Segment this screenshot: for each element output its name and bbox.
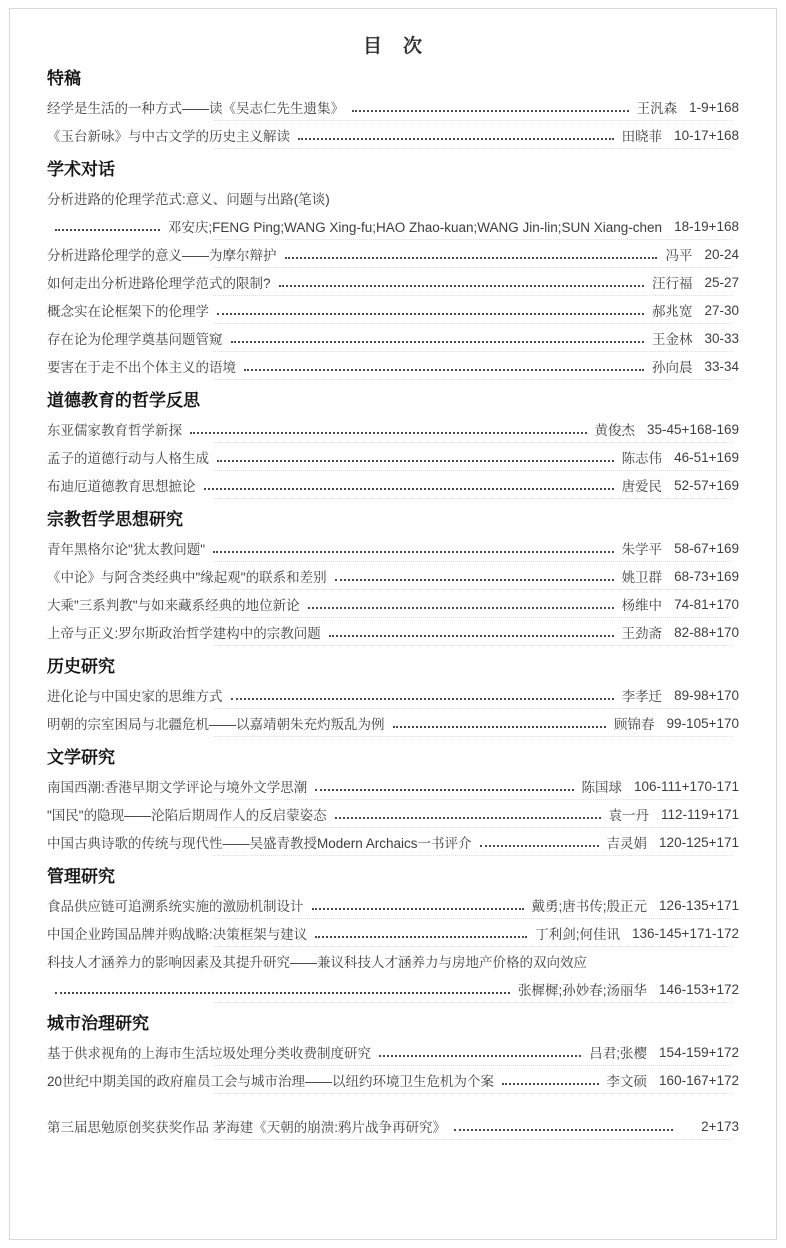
entry-pages: 1-9+168 — [689, 99, 739, 115]
toc-entry[interactable] — [47, 919, 739, 947]
entry-pages: 160-167+172 — [659, 1072, 739, 1088]
entry-title[interactable]: 基于供求视角的上海市生活垃圾处理分类收费制度研究 — [47, 1046, 371, 1061]
entry-pages: 146-153+172 — [659, 981, 739, 997]
entry-title[interactable]: 第三届思勉原创奖获奖作品 茅海建《天朝的崩溃:鸦片战争再研究》 — [47, 1120, 447, 1135]
section-entries — [47, 534, 739, 646]
section-heading: 道德教育的哲学反思 — [47, 391, 200, 410]
dot-leader — [213, 551, 613, 553]
toc-entry[interactable] — [47, 240, 739, 268]
entry-title[interactable]: 东亚儒家教育哲学新探 — [47, 423, 182, 438]
toc-entry[interactable] — [47, 891, 739, 919]
entry-pages: 99-105+170 — [666, 715, 739, 731]
entry-title[interactable]: 中国古典诗歌的传统与现代性——吴盛青教授Modern Archaics一书评介 — [47, 836, 472, 851]
entry-title[interactable]: 20世纪中期美国的政府雇员工会与城市治理——以纽约环境卫生危机为个案 — [47, 1074, 495, 1089]
dot-leader — [217, 460, 614, 462]
entry-authors: 田晓菲 — [621, 129, 663, 144]
section-entries — [47, 1038, 739, 1094]
section-entries — [47, 93, 739, 149]
entry-title[interactable]: 要害在于走不出个体主义的语境 — [47, 360, 236, 375]
entry-authors: 唐爱民 — [621, 479, 663, 494]
toc-entry[interactable] — [47, 443, 739, 471]
section-entries — [47, 772, 739, 856]
entry-authors: 王劲斋 — [621, 626, 663, 641]
toc-entry[interactable] — [47, 709, 739, 737]
entry-pages: 68-73+169 — [674, 568, 739, 584]
dot-leader — [308, 607, 614, 609]
toc-entry[interactable] — [47, 471, 739, 499]
entry-title[interactable]: 科技人才涵养力的影响因素及其提升研究——兼议科技人才涵养力与房地产价格的双向效应 — [47, 955, 587, 970]
entry-pages: 74-81+170 — [674, 596, 739, 612]
toc-entry[interactable] — [47, 268, 739, 296]
dot-leader — [55, 992, 510, 994]
entry-pages: 2+173 — [701, 1118, 739, 1134]
toc-entry[interactable] — [47, 324, 739, 352]
toc-section — [47, 509, 739, 646]
entry-title[interactable]: 进化论与中国史家的思维方式 — [47, 689, 223, 704]
dot-leader — [231, 698, 614, 700]
dot-leader — [335, 817, 601, 819]
dot-leader — [480, 845, 599, 847]
dot-leader — [217, 313, 644, 315]
entry-authors: 李孝迁 — [621, 689, 663, 704]
toc-section — [47, 1013, 739, 1094]
entry-authors: 王金林 — [651, 332, 693, 347]
section-heading: 特稿 — [47, 69, 81, 88]
entry-authors: 丁利剑;何佳讯 — [535, 927, 621, 942]
dot-leader — [279, 285, 644, 287]
entry-title[interactable]: 《中论》与阿含类经典中"缘起观"的联系和差别 — [47, 570, 327, 585]
entry-authors: 王汎森 — [636, 101, 678, 116]
toc-entry[interactable] — [47, 681, 739, 709]
entry-pages: 46-51+169 — [674, 449, 739, 465]
entry-authors: 顾锦春 — [614, 717, 655, 732]
entry-title[interactable]: 孟子的道德行动与人格生成 — [47, 451, 209, 466]
dot-leader — [454, 1129, 673, 1131]
page-frame — [9, 8, 777, 1240]
entry-pages: 136-145+171-172 — [632, 925, 739, 941]
section-heading: 学术对话 — [47, 160, 115, 179]
toc-entry[interactable] — [47, 184, 739, 240]
entry-authors: 黄俊杰 — [594, 423, 636, 438]
entry-authors: 袁一丹 — [608, 808, 650, 823]
entry-title[interactable]: "国民"的隐现——沦陷后期周作人的反启蒙姿态 — [47, 808, 327, 823]
toc-entry[interactable] — [47, 352, 739, 380]
toc-entry[interactable] — [47, 828, 739, 856]
section-heading: 宗教哲学思想研究 — [47, 510, 183, 529]
entry-authors: 戴勇;唐书传;殷正元 — [531, 899, 648, 914]
entry-title[interactable]: 《玉台新咏》与中古文学的历史主义解读 — [47, 129, 290, 144]
entry-pages: 10-17+168 — [674, 127, 739, 143]
entry-pages: 20-24 — [704, 246, 739, 262]
dot-leader — [55, 229, 160, 231]
dot-leader — [298, 138, 614, 140]
toc-section — [47, 656, 739, 737]
toc-entry[interactable] — [47, 590, 739, 618]
entry-pages: 120-125+171 — [659, 834, 739, 850]
entry-authors: 邓安庆;FENG Ping;WANG Xing-fu;HAO Zhao-kuan;WANG Jin-lin;SUN Xiang-chen — [167, 220, 663, 235]
toc-section — [47, 159, 739, 380]
entry-pages: 52-57+169 — [674, 477, 739, 493]
toc-entry[interactable] — [47, 1066, 739, 1094]
entry-pages: 58-67+169 — [674, 540, 739, 556]
entry-authors: 陈国球 — [581, 780, 623, 795]
section-entries — [47, 184, 739, 380]
dot-leader — [379, 1055, 581, 1057]
dot-leader — [204, 488, 614, 490]
entry-pages: 89-98+170 — [674, 687, 739, 703]
entry-pages: 154-159+172 — [659, 1044, 739, 1060]
dot-leader — [190, 432, 587, 434]
dot-leader — [502, 1083, 599, 1085]
entry-title[interactable]: 概念实在论框架下的伦理学 — [47, 304, 209, 319]
entry-title[interactable]: 分析进路的伦理学范式:意义、问题与出路(笔谈) — [47, 192, 330, 207]
dot-leader — [285, 257, 658, 259]
entry-title[interactable]: 大乘"三系判教"与如来藏系经典的地位新论 — [47, 598, 300, 613]
entry-title[interactable]: 中国企业跨国品牌并购战略:决策框架与建议 — [47, 927, 308, 942]
toc-entry[interactable] — [47, 534, 739, 562]
section-entries — [47, 681, 739, 737]
entry-pages: 106-111+170-171 — [634, 778, 739, 794]
entry-pages: 18-19+168 — [674, 218, 739, 234]
entry-authors: 陈志伟 — [621, 451, 663, 466]
toc-section — [47, 390, 739, 499]
entry-author-line — [47, 212, 739, 240]
sections-root — [47, 68, 739, 1094]
toc-entry[interactable] — [47, 1038, 739, 1066]
entry-title[interactable]: 青年黑格尔论"犹太教问题" — [47, 542, 206, 557]
entry-title[interactable]: 食品供应链可追溯系统实施的激励机制设计 — [47, 899, 304, 914]
toc-entry[interactable] — [47, 415, 739, 443]
toc-entry[interactable] — [47, 562, 739, 590]
entry-authors: 吕君;张樱 — [589, 1046, 648, 1061]
toc-entry[interactable] — [47, 1112, 739, 1140]
entry-title[interactable]: 存在论为伦理学奠基问题管窥 — [47, 332, 223, 347]
entry-authors: 汪行福 — [651, 276, 693, 291]
entry-pages: 35-45+168-169 — [647, 421, 739, 437]
entry-title-line — [47, 184, 739, 212]
entry-pages: 27-30 — [704, 302, 739, 318]
entry-pages: 33-34 — [704, 358, 739, 374]
entry-pages: 30-33 — [704, 330, 739, 346]
entry-title-line — [47, 947, 739, 975]
section-entries — [47, 891, 739, 1003]
toc-section — [47, 68, 739, 149]
entry-title[interactable]: 分析进路伦理学的意义——为摩尔辩护 — [47, 248, 277, 263]
entry-authors: 李文硕 — [606, 1074, 648, 1089]
dot-leader — [231, 341, 644, 343]
toc-entry[interactable] — [47, 93, 739, 121]
page-title: 目 次 — [362, 36, 423, 57]
entry-author-line — [47, 975, 739, 1003]
entry-title[interactable]: 明朝的宗室困局与北疆危机——以嘉靖朝朱充灼叛乱为例 — [47, 717, 385, 732]
entry-pages: 25-27 — [704, 274, 739, 290]
dot-leader — [393, 726, 607, 728]
toc-content — [10, 9, 776, 1140]
entry-authors: 冯平 — [665, 248, 693, 263]
dot-leader — [315, 936, 527, 938]
section-heading: 城市治理研究 — [47, 1014, 149, 1033]
entry-pages: 82-88+170 — [674, 624, 739, 640]
entry-title[interactable]: 布迪厄道德教育思想摭论 — [47, 479, 196, 494]
toc-entry[interactable] — [47, 618, 739, 646]
entry-authors: 朱学平 — [621, 542, 663, 557]
toc-entry[interactable] — [47, 121, 739, 149]
toc-section — [47, 866, 739, 1003]
section-heading: 历史研究 — [47, 657, 115, 676]
entry-authors: 杨维中 — [621, 598, 663, 613]
section-heading: 文学研究 — [47, 748, 115, 767]
dot-leader — [352, 110, 629, 112]
entry-authors: 姚卫群 — [621, 570, 663, 585]
entry-title[interactable]: 南国西潮:香港早期文学评论与境外文学思潮 — [47, 780, 308, 795]
dot-leader — [329, 635, 614, 637]
dot-leader — [335, 579, 614, 581]
toc-entry[interactable] — [47, 800, 739, 828]
toc-entry[interactable] — [47, 772, 739, 800]
entry-title[interactable]: 上帝与正义:罗尔斯政治哲学建构中的宗教问题 — [47, 626, 321, 641]
section-entries — [47, 415, 739, 499]
entry-title[interactable]: 如何走出分析进路伦理学范式的限制? — [47, 276, 271, 291]
toc-entry[interactable] — [47, 296, 739, 324]
entry-pages: 126-135+171 — [659, 897, 739, 913]
entry-title[interactable]: 经学是生活的一种方式——读《吴志仁先生遗集》 — [47, 101, 344, 116]
toc-entry[interactable] — [47, 947, 739, 1003]
dot-leader — [244, 369, 644, 371]
dot-leader — [312, 908, 524, 910]
footer-entry[interactable] — [47, 1112, 739, 1140]
entry-authors: 张樨樨;孙妙春;汤丽华 — [518, 983, 648, 998]
entry-pages: 112-119+171 — [661, 806, 739, 822]
entry-authors: 郝兆宽 — [651, 304, 693, 319]
entry-authors: 吉灵娟 — [606, 836, 648, 851]
entry-authors: 孙向晨 — [651, 360, 693, 375]
toc-section — [47, 747, 739, 856]
section-heading: 管理研究 — [47, 867, 115, 886]
dot-leader — [315, 789, 573, 791]
